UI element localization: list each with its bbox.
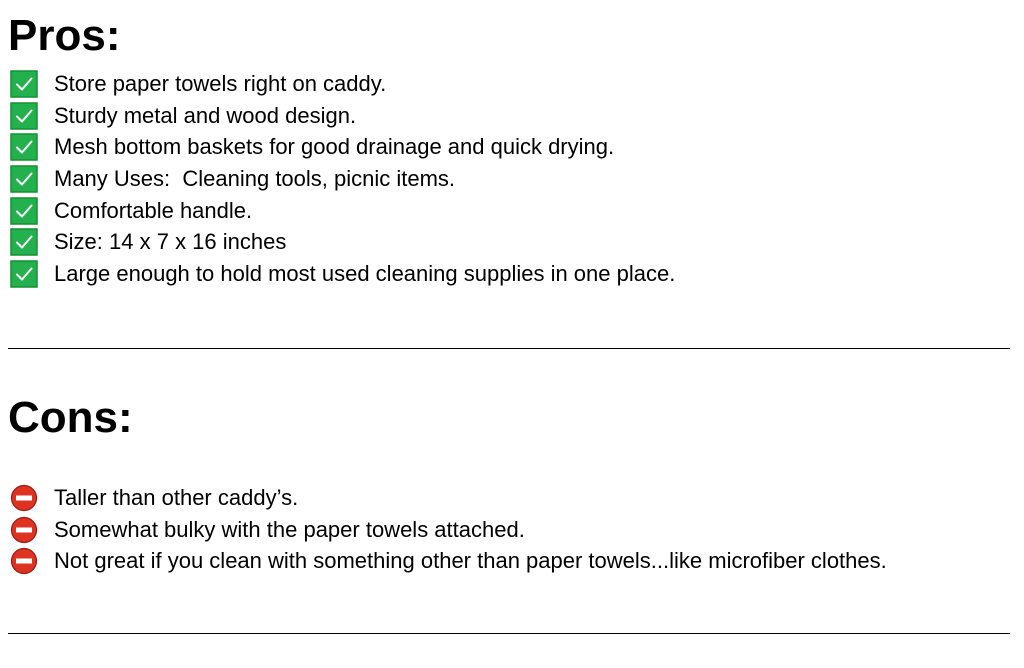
checkmark-icon [10, 197, 38, 225]
cons-item-text: Taller than other caddy’s. [54, 484, 299, 510]
pros-item-text: Sturdy metal and wood design. [54, 102, 357, 128]
cons-item-text: Somewhat bulky with the paper towels attached. [54, 516, 525, 542]
pros-item-text: Large enough to hold most used cleaning supplies in one place. [54, 260, 676, 286]
checkmark-icon [10, 165, 38, 193]
section-divider [8, 633, 1010, 634]
pros-item-text: Store paper towels right on caddy. [54, 70, 387, 96]
section-divider [8, 348, 1010, 349]
checkmark-icon [10, 260, 38, 288]
checkmark-icon [10, 102, 38, 130]
cons-heading: Cons: [8, 393, 133, 442]
cons-item-text: Not great if you clean with something other than paper towels...like microfiber clothes. [54, 548, 887, 574]
no-entry-icon [10, 516, 38, 544]
checkmark-icon [10, 133, 38, 161]
checkmark-icon [10, 228, 38, 256]
pros-item-text: Comfortable handle. [54, 197, 253, 223]
pros-item-text: Mesh bottom baskets for good drainage and quick drying. [54, 134, 615, 160]
pros-item-text: Size: 14 x 7 x 16 inches [54, 229, 287, 255]
pros-item-text: Many Uses: Cleaning tools, picnic items. [54, 165, 456, 191]
no-entry-icon [10, 547, 38, 575]
no-entry-icon [10, 484, 38, 512]
checkmark-icon [10, 70, 38, 98]
pros-heading: Pros: [8, 11, 121, 60]
